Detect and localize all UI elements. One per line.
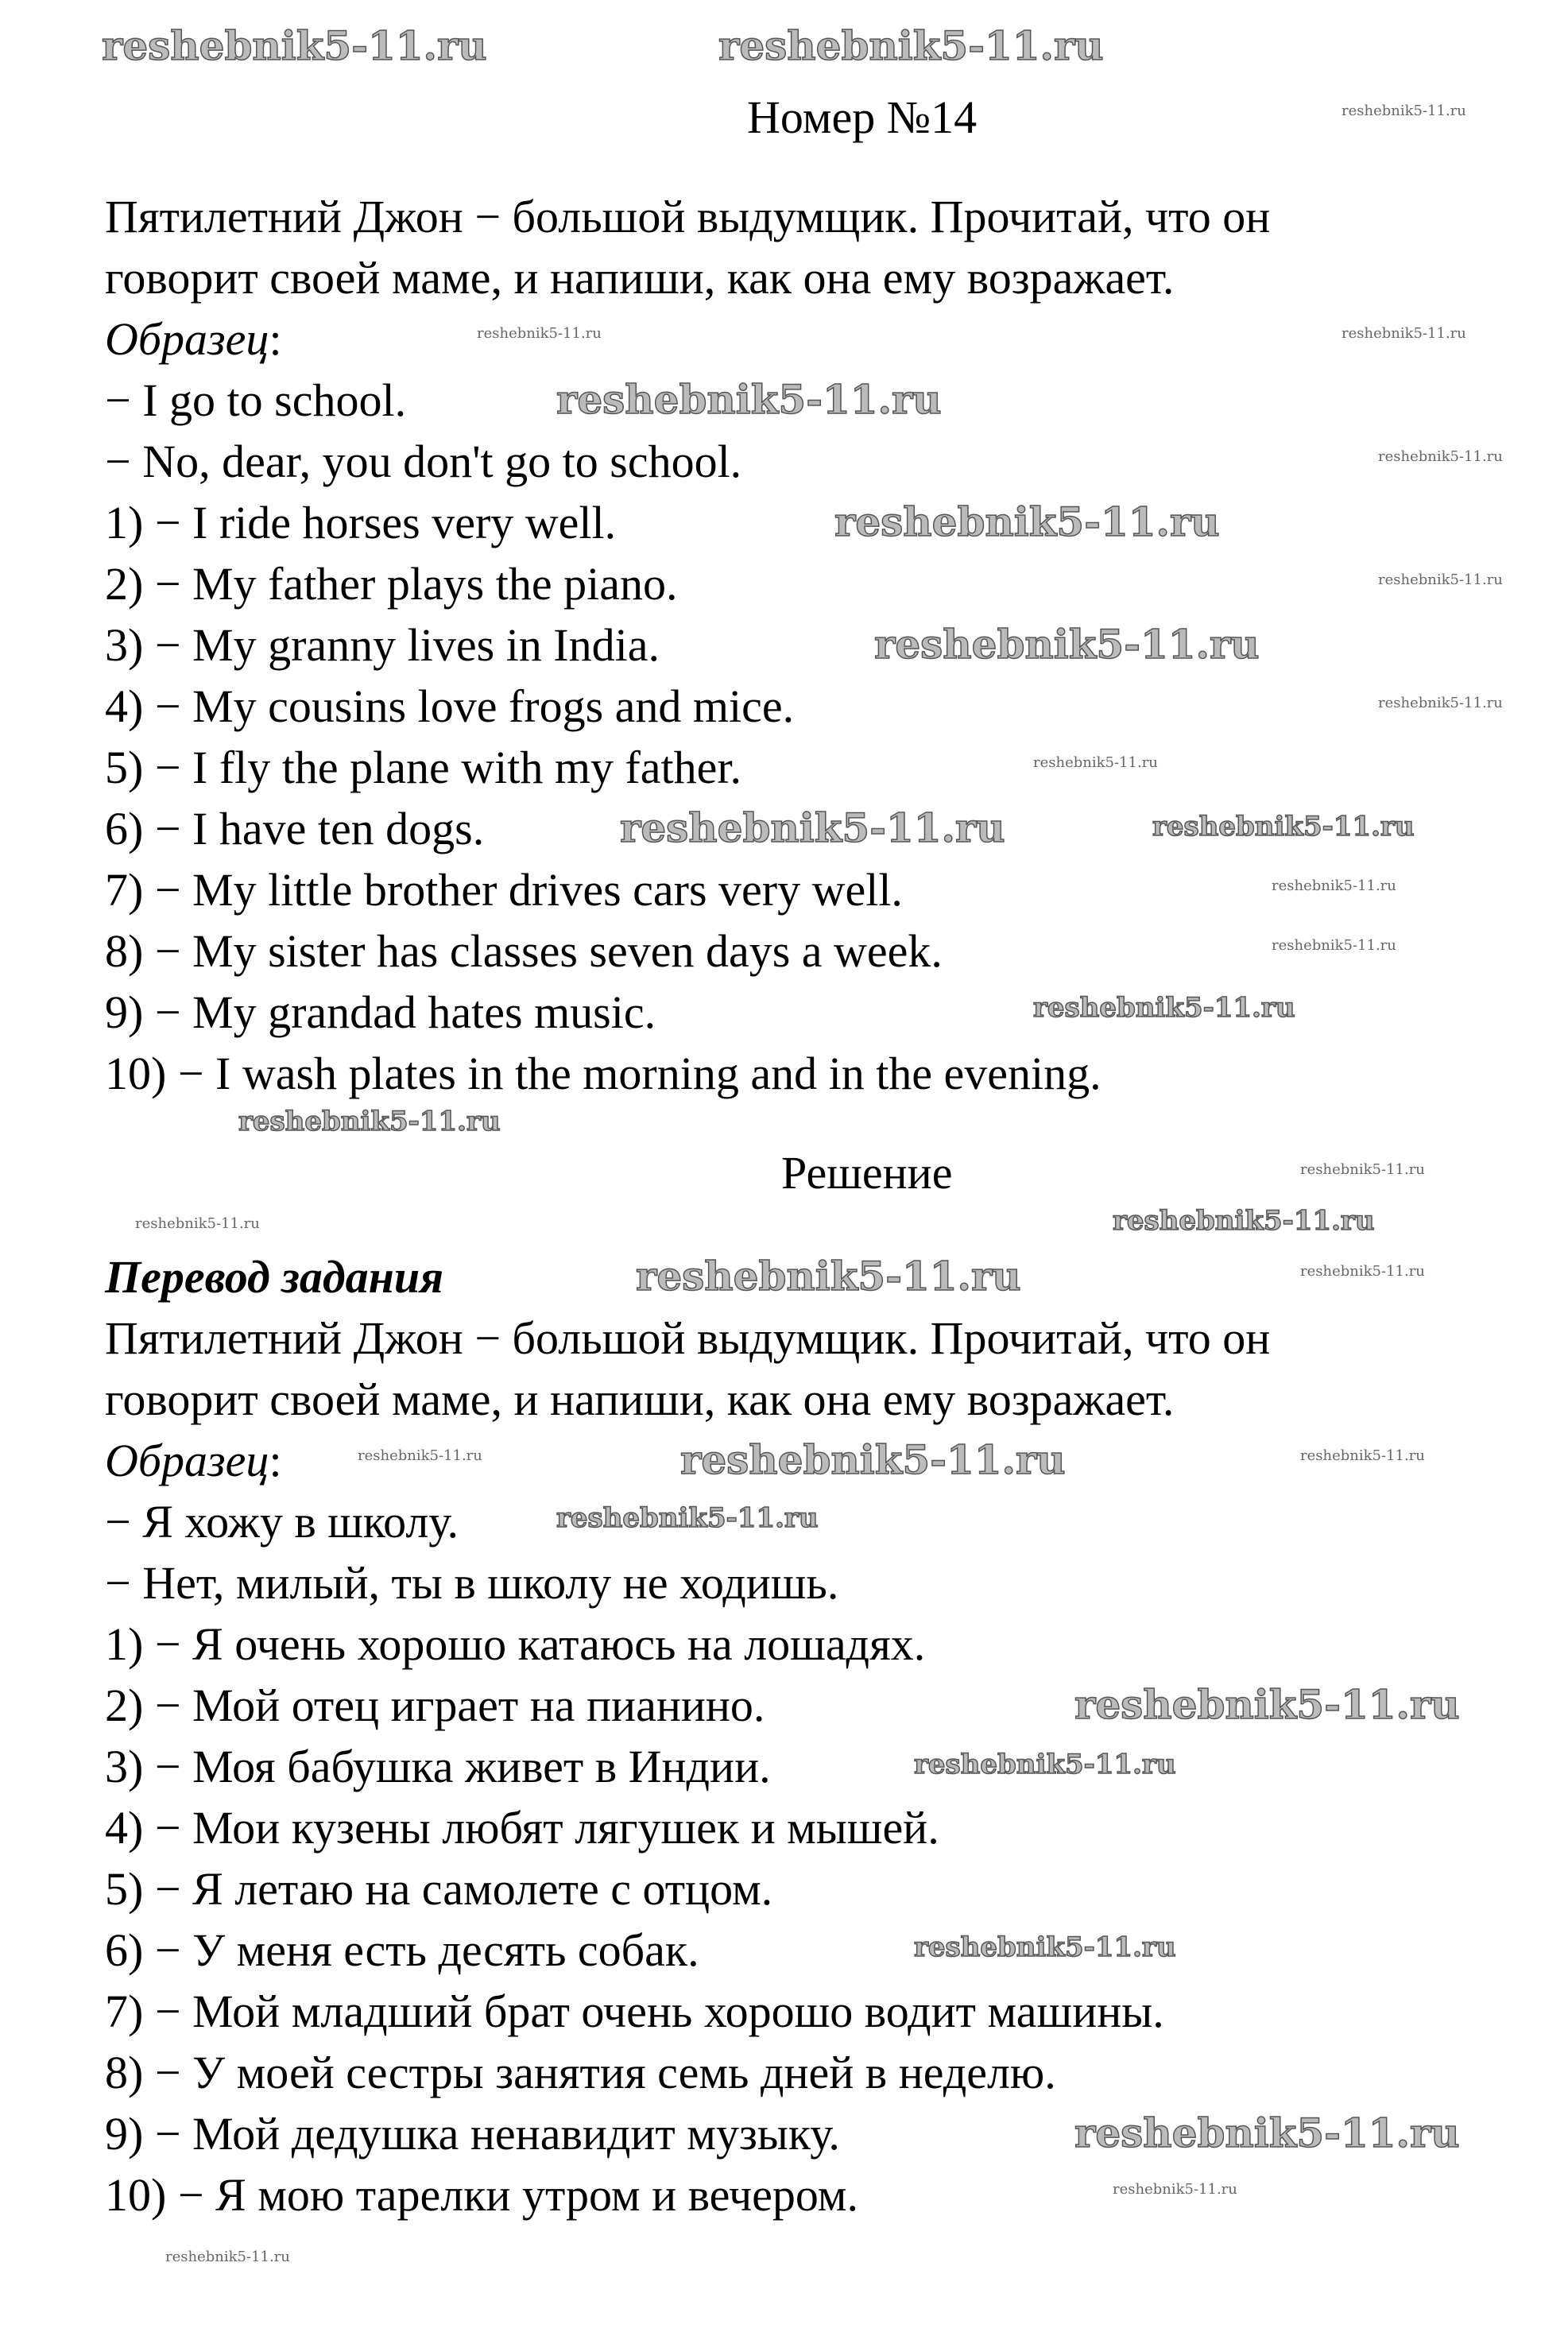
watermark: reshebnik5-11.ru xyxy=(1300,1263,1425,1280)
watermark: reshebnik5-11.ru xyxy=(477,325,602,342)
translation-item: 1) − Я очень хорошо катаюсь на лошадях. xyxy=(105,1618,926,1670)
watermark: reshebnik5-11.ru xyxy=(718,22,1104,69)
watermark: reshebnik5-11.ru xyxy=(1300,1161,1425,1178)
solution-heading: Решение xyxy=(781,1147,953,1199)
translation-text: Пятилетний Джон − большой выдумщик. Прочитай, что он xyxy=(105,1312,1271,1364)
watermark: reshebnik5-11.ru xyxy=(620,804,1005,851)
watermark: reshebnik5-11.ru xyxy=(1074,2109,1460,2156)
watermark: reshebnik5-11.ru xyxy=(680,1436,1066,1483)
sample-label: Образец: xyxy=(105,313,282,365)
translation-block xyxy=(105,1246,1270,2226)
watermark: reshebnik5-11.ru xyxy=(1378,571,1503,588)
watermark: reshebnik5-11.ru xyxy=(1113,2181,1237,2198)
watermark: reshebnik5-11.ru xyxy=(1113,1205,1375,1237)
watermark: reshebnik5-11.ru xyxy=(1272,937,1396,954)
watermark: reshebnik5-11.ru xyxy=(1378,695,1503,711)
watermark: reshebnik5-11.ru xyxy=(556,1502,819,1534)
watermark: reshebnik5-11.ru xyxy=(914,1749,1176,1780)
watermark: reshebnik5-11.ru xyxy=(874,621,1260,668)
task-text: Пятилетний Джон − большой выдумщик. Прочитай, что он xyxy=(105,191,1271,242)
sample-label: Образец: xyxy=(105,1435,282,1486)
translation-item: 8) − У моей сестры занятия семь дней в неделю. xyxy=(105,2047,1056,2098)
sample-line: − No, dear, you don't go to school. xyxy=(105,436,742,487)
sample-line: − I go to school. xyxy=(105,374,407,426)
translation-item: 9) − Мой дедушка ненавидит музыку. xyxy=(105,2108,840,2160)
watermark: reshebnik5-11.ru xyxy=(1342,325,1466,342)
task-item: 7) − My little brother drives cars very well. xyxy=(105,864,903,916)
sample-line: − Нет, милый, ты в школу не ходишь. xyxy=(105,1557,839,1609)
watermark: reshebnik5-11.ru xyxy=(135,1215,260,1232)
task-item: 1) − I ride horses very well. xyxy=(105,497,617,548)
sample-line: − Я хожу в школу. xyxy=(105,1496,459,1548)
watermark: reshebnik5-11.ru xyxy=(914,1931,1176,1963)
task-item: 3) − My granny lives in India. xyxy=(105,619,660,671)
watermark: reshebnik5-11.ru xyxy=(1378,448,1503,465)
watermark: reshebnik5-11.ru xyxy=(1272,877,1396,894)
watermark: reshebnik5-11.ru xyxy=(556,376,942,423)
task-text: говорит своей маме, и напиши, как она ему возражает. xyxy=(105,252,1175,304)
translation-item: 4) − Мои кузены любят лягушек и мышей. xyxy=(105,1802,939,1854)
watermark: reshebnik5-11.ru xyxy=(636,1253,1021,1300)
translation-item: 5) − Я летаю на самолете с отцом. xyxy=(105,1863,773,1915)
task-item: 2) − My father plays the piano. xyxy=(105,558,678,610)
translation-item: 6) − У меня есть десять собак. xyxy=(105,1924,699,1976)
watermark: reshebnik5-11.ru xyxy=(1033,754,1158,771)
task-item: 4) − My cousins love frogs and mice. xyxy=(105,680,795,732)
task-item: 9) − My grandad hates music. xyxy=(105,986,656,1038)
watermark: reshebnik5-11.ru xyxy=(1300,1447,1425,1464)
watermark: reshebnik5-11.ru xyxy=(1342,103,1466,119)
translation-item: 7) − Мой младший брат очень хорошо водит машины. xyxy=(105,1985,1164,2037)
translation-text: говорит своей маме, и напиши, как она ему возражает. xyxy=(105,1373,1175,1425)
task-item: 8) − My sister has classes seven days a week. xyxy=(105,925,943,977)
task-item: 10) − I wash plates in the morning and in the evening. xyxy=(105,1048,1101,1099)
translation-item: 3) − Моя бабушка живет в Индии. xyxy=(105,1741,771,1792)
task-item: 5) − I fly the plane with my father. xyxy=(105,742,741,793)
page-title: Номер №14 xyxy=(747,91,978,143)
watermark: reshebnik5-11.ru xyxy=(834,498,1220,545)
watermark: reshebnik5-11.ru xyxy=(1152,811,1415,843)
watermark: reshebnik5-11.ru xyxy=(1033,992,1295,1024)
watermark: reshebnik5-11.ru xyxy=(165,2249,290,2265)
watermark: reshebnik5-11.ru xyxy=(358,1447,482,1464)
watermark: reshebnik5-11.ru xyxy=(1074,1681,1460,1728)
watermark: reshebnik5-11.ru xyxy=(102,22,487,69)
translation-item: 10) − Я мою тарелки утром и вечером. xyxy=(105,2169,858,2221)
task-item: 6) − I have ten dogs. xyxy=(105,803,485,854)
translation-item: 2) − Мой отец играет на пианино. xyxy=(105,1679,765,1731)
watermark: reshebnik5-11.ru xyxy=(238,1106,501,1137)
translation-heading: Перевод задания xyxy=(105,1251,443,1303)
